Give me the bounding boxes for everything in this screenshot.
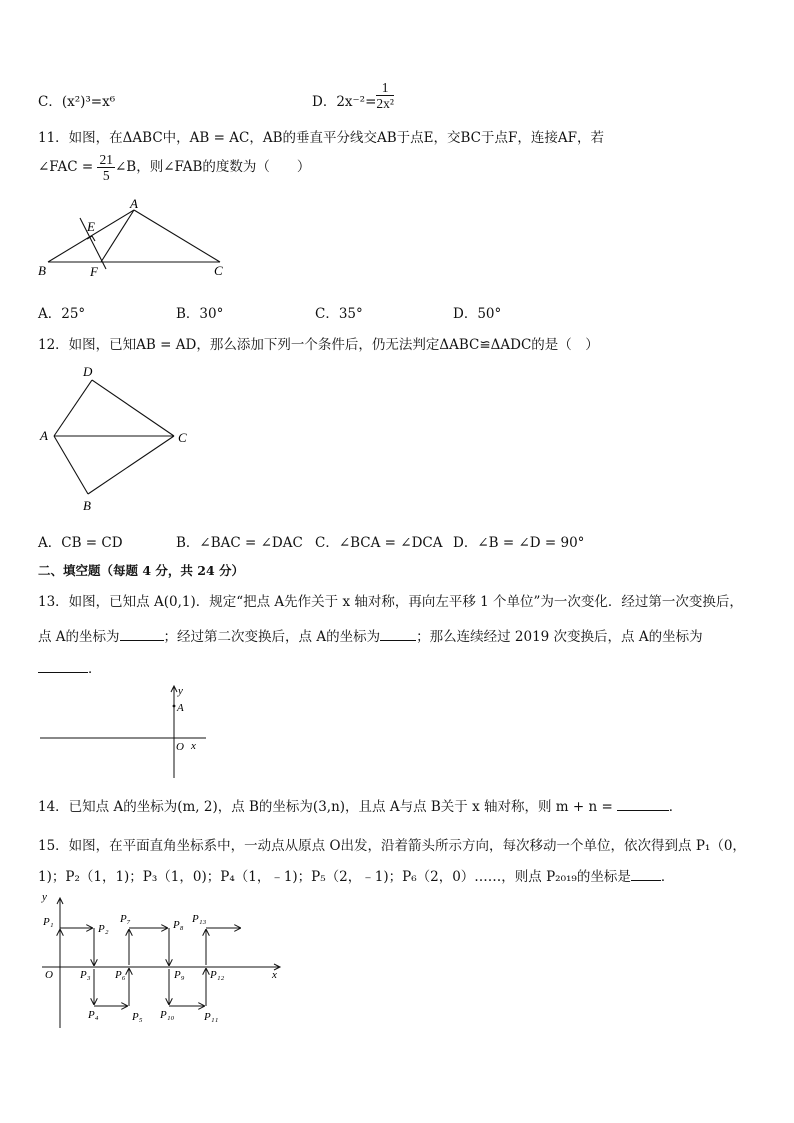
q13-line3-end: ． [88, 661, 102, 677]
q12-label-b: B [83, 498, 91, 513]
q13-stem-line1: 13．如图，已知点 A(0,1)．规定“把点 A先作关于 x 轴对称，再向左平移 1 个单位”为一次变化．经过第一次变换后， [38, 594, 743, 610]
q15-label-p5: P₅ [132, 1011, 143, 1023]
q11-frac-denominator: 5 [102, 168, 110, 183]
q13-stem-line2 [38, 625, 703, 645]
q12-option-c: C．∠BCA = ∠DCA [315, 535, 443, 551]
q11-stem-line2 [38, 152, 310, 183]
q15-label-p4: P₄ [88, 1009, 99, 1021]
q15-blank[interactable] [631, 867, 661, 881]
q11-label-e: E [87, 219, 95, 234]
q13-line2-part2: ；经过第二次变换后，点 A的坐标为 [163, 629, 381, 645]
q13-blank-3[interactable] [38, 659, 88, 673]
q11-label-c: C [214, 263, 223, 278]
q13-label-y: y [178, 685, 183, 697]
q13-label-o: O [176, 741, 184, 753]
q14-blank[interactable] [617, 797, 669, 811]
q13-line2-part3: ；那么连续经过 2019 次变换后，点 A的坐标为 [416, 629, 703, 645]
q11-segment-af [101, 210, 134, 262]
q15-label-p8: P₈ [173, 919, 184, 931]
q11-label-f: F [90, 264, 98, 279]
q11-label-a: A [130, 196, 138, 211]
q14-stem [38, 795, 682, 815]
q13-label-a: A [177, 702, 184, 714]
q13-line2-part1: 点 A的坐标为 [38, 629, 120, 645]
q15-label-o: O [45, 969, 53, 981]
q10-d-numerator: 1 [376, 80, 394, 96]
q13-figure [36, 682, 216, 782]
q11-segment-ac [134, 210, 220, 262]
q15-label-y: y [42, 892, 47, 903]
q11-option-c: C．35° [315, 306, 363, 322]
q10-option-d-prefix: D．2x⁻²= [312, 94, 377, 110]
q15-label-p3: P₃ [80, 969, 91, 981]
q11-fraction [97, 152, 115, 183]
q10-option-d-fraction [376, 80, 394, 111]
q12-segment-bc [88, 436, 174, 494]
q13-stem-line3 [38, 657, 102, 677]
q13-point-a [173, 705, 176, 708]
q11-stem-line1: 11．如图，在ΔABC中，AB = AC，AB的垂直平分线交AB于点E，交BC于点F，连接AF，若 [38, 130, 604, 146]
q15-label-p12: P₁₂ [210, 969, 225, 981]
q11-line2-prefix: ∠FAC = [38, 159, 94, 175]
q14-stem-text: 14．已知点 A的坐标为(m, 2)，点 B的坐标为(3,n)，且点 A与点 B关于 x 轴对称，则 m + n = [38, 799, 613, 815]
q11-frac-numerator: 21 [99, 152, 113, 167]
q15-label-p6: P₆ [115, 969, 126, 981]
q15-label-p10: P₁₀ [160, 1009, 175, 1021]
q10-option-d [312, 80, 394, 111]
q15-label-p13: P₁₃ [192, 913, 207, 925]
q15-line2-end: ． [660, 869, 675, 885]
q12-option-a: A．CB = CD [38, 535, 123, 551]
section-2-heading: 二、填空题（每题 4 分，共 24 分） [38, 563, 245, 578]
q15-label-p11: P₁₁ [204, 1011, 219, 1023]
q12-label-d: D [83, 364, 93, 379]
q15-label-p9: P₉ [174, 969, 185, 981]
q13-label-x: x [191, 740, 196, 752]
q15-stem-line1: 15．如图，在平面直角坐标系中，一动点从原点 O出发，沿着箭头所示方向，每次移动一个单位，依次得到点 P₁（0， [38, 838, 746, 854]
q13-blank-1[interactable] [120, 627, 164, 641]
q11-option-b: B．30° [176, 306, 224, 322]
q12-segment-ad [54, 380, 92, 436]
q10-d-denominator: 2x² [376, 96, 394, 111]
q11-label-b: B [38, 263, 46, 278]
q14-stem-end: ． [668, 799, 683, 815]
q12-label-c: C [178, 430, 187, 445]
q12-option-d: D．∠B = ∠D = 90° [453, 535, 585, 551]
q11-line2-suffix: ∠B，则∠FAB的度数为（ ） [114, 159, 311, 175]
q13-blank-2[interactable] [380, 627, 416, 641]
q15-label-p7: P₇ [120, 913, 131, 925]
q15-label-p1: P₁ [43, 916, 54, 928]
q12-stem: 12．如图，已知AB = AD，那么添加下列一个条件后，仍无法判定ΔABC≌ΔADC的是（ ） [38, 337, 599, 353]
q15-line2-text: 1)；P₂（1，1)；P₃（1，0)；P₄（1，﹣1)；P₅（2，﹣1)；P₆（2，0）……，则点 P₂₀₁₉的坐标是 [38, 869, 631, 885]
q15-label-p2: P₂ [98, 923, 109, 935]
q15-label-x: x [272, 969, 277, 981]
q12-option-b: B．∠BAC = ∠DAC [176, 535, 303, 551]
q11-option-d: D．50° [453, 306, 502, 322]
q12-figure [34, 362, 204, 516]
q15-stem-line2 [38, 865, 674, 885]
q11-figure [30, 196, 240, 282]
q12-segment-dc [92, 380, 174, 436]
q15-figure [34, 892, 294, 1032]
q12-segment-ab [54, 436, 88, 494]
q10-option-c: C．(x²)³=x⁶ [38, 94, 116, 110]
q12-label-a: A [40, 428, 48, 443]
q11-option-a: A．25° [38, 306, 86, 322]
